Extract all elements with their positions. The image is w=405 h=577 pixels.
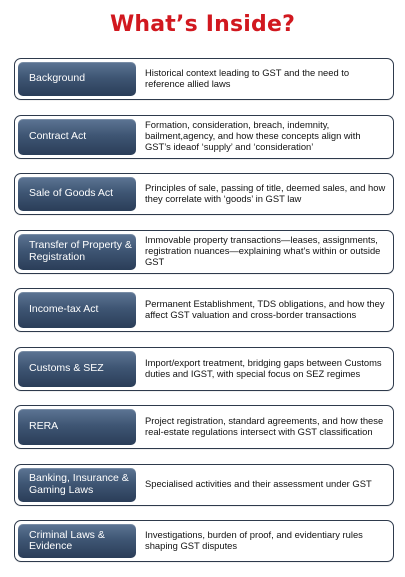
topic-label: Sale of Goods Act xyxy=(18,177,136,211)
page-title: What’s Inside? xyxy=(109,12,296,37)
topics-list xyxy=(14,58,394,577)
topic-row-rera xyxy=(14,405,394,449)
topic-label: Transfer of Property & Registration xyxy=(18,234,136,270)
topic-label: Criminal Laws & Evidence xyxy=(18,524,136,558)
topic-row-background xyxy=(14,58,394,100)
topic-description: Investigations, burden of proof, and evidentiary rules shaping GST disputes xyxy=(145,529,363,551)
topic-row-criminal-laws-evidence xyxy=(14,520,394,562)
topic-row-transfer-of-property xyxy=(14,230,394,274)
topic-description: Project registration, standard agreements, and how these real-estate regulations intersect with GST classification xyxy=(145,415,384,437)
topic-description: Principles of sale, passing of title, deemed sales, and how they correlate with ‘goods’ in GST law xyxy=(145,182,386,204)
topic-label: Contract Act xyxy=(18,119,136,155)
topic-label: Banking, Insurance & Gaming Laws xyxy=(18,468,136,502)
topic-description: Import/export treatment, bridging gaps between Customs duties and IGST, with special focus on SEZ regimes xyxy=(145,356,382,379)
topic-row-customs-sez xyxy=(14,347,394,391)
topic-row-contract-act xyxy=(14,115,394,159)
topic-description: Permanent Establishment, TDS obligations, and how they affect GST valuation and cross-border transactions xyxy=(145,298,385,320)
topic-description: Formation, consideration, breach, indemnity, bailment,agency, and how these concepts align with GST’s ideaof ‘supply’ and ‘consideration’ xyxy=(145,119,361,152)
topic-row-banking-insurance-gaming xyxy=(14,464,394,506)
topic-label: Customs & SEZ xyxy=(18,351,136,387)
topic-row-income-tax-act xyxy=(14,288,394,332)
topic-row-sale-of-goods-act xyxy=(14,173,394,215)
topic-description: Specialised activities and their assessment under GST xyxy=(145,478,372,490)
topic-description: Historical context leading to GST and the need to reference allied laws xyxy=(145,67,350,89)
topic-label: Background xyxy=(18,62,136,96)
topic-label: Income-tax Act xyxy=(18,292,136,328)
topic-label: RERA xyxy=(18,409,136,445)
topic-description: Immovable property transactions—leases, assignments, registration nuances—explaining what’s within or outside GST xyxy=(145,234,381,267)
